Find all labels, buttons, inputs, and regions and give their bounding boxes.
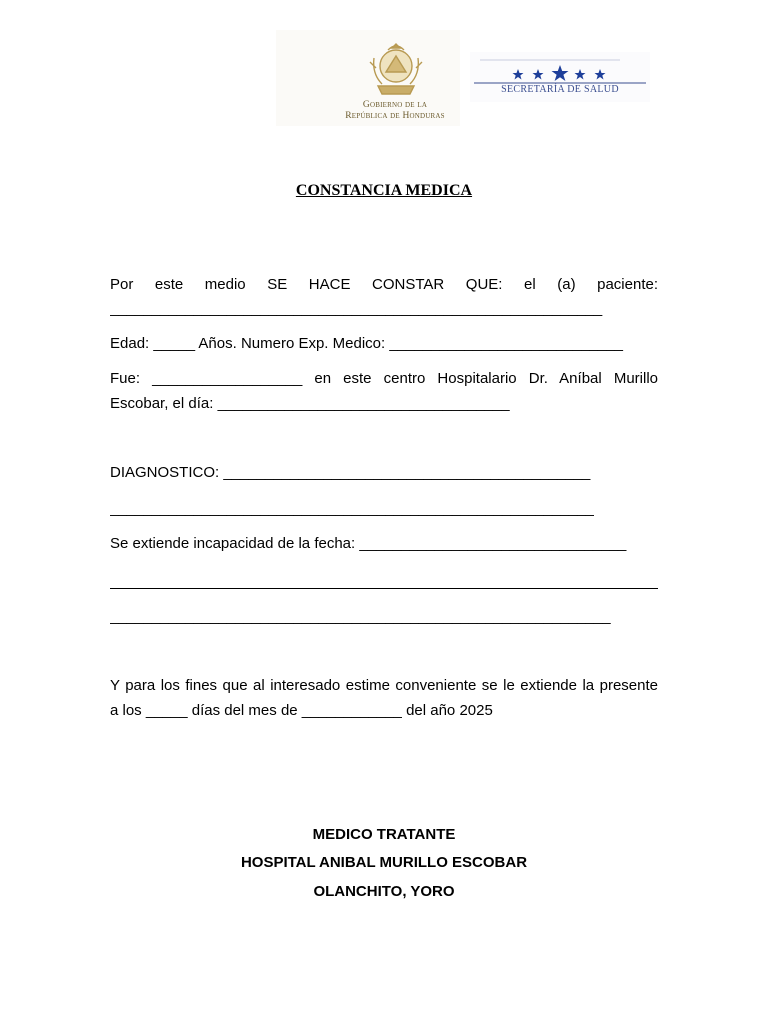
separator-line	[110, 588, 658, 589]
age-record-line: Edad: _____ Años. Numero Exp. Medico: ____________________________	[110, 335, 623, 352]
intro-line: Por este medio SE HACE CONSTAR QUE: el (a) paciente:	[110, 276, 658, 293]
diagnosis-continuation-blank: __________________________________________________________	[110, 500, 594, 517]
letterhead	[276, 30, 676, 126]
diagnosis-line: DIAGNOSTICO: ____________________________________________	[110, 464, 591, 481]
hospital-name: HOSPITAL ANIBAL MURILLO ESCOBAR	[240, 854, 528, 871]
document-title: CONSTANCIA MEDICA	[295, 182, 473, 199]
closing-date-line: a los _____ días del mes de ____________ del año 2025	[110, 702, 493, 719]
closing-line: Y para los fines que al interesado estime conveniente se le extiende la presente	[110, 677, 658, 694]
attended-line: Fue: __________________ en este centro Hospitalario Dr. Aníbal Murillo	[110, 370, 658, 387]
gov-logo-text	[330, 100, 460, 122]
gov-logo-line2: República de Honduras	[345, 111, 445, 121]
incapacity-continuation-blank: ____________________________________________________________	[110, 608, 611, 625]
signatory-title: MEDICO TRATANTE	[312, 826, 456, 843]
incapacity-line: Se extiende incapacidad de la fecha: ________________________________	[110, 535, 627, 552]
hospital-location: OLANCHITO, YORO	[313, 883, 455, 900]
attended-date-line: Escobar, el día: ___________________________________	[110, 395, 510, 412]
sesal-logo-text: SECRETARÍA DE SALUD	[501, 84, 619, 95]
patient-name-blank: ___________________________________________________________	[110, 300, 603, 317]
gov-logo-line1: Gobierno de la	[362, 100, 428, 110]
